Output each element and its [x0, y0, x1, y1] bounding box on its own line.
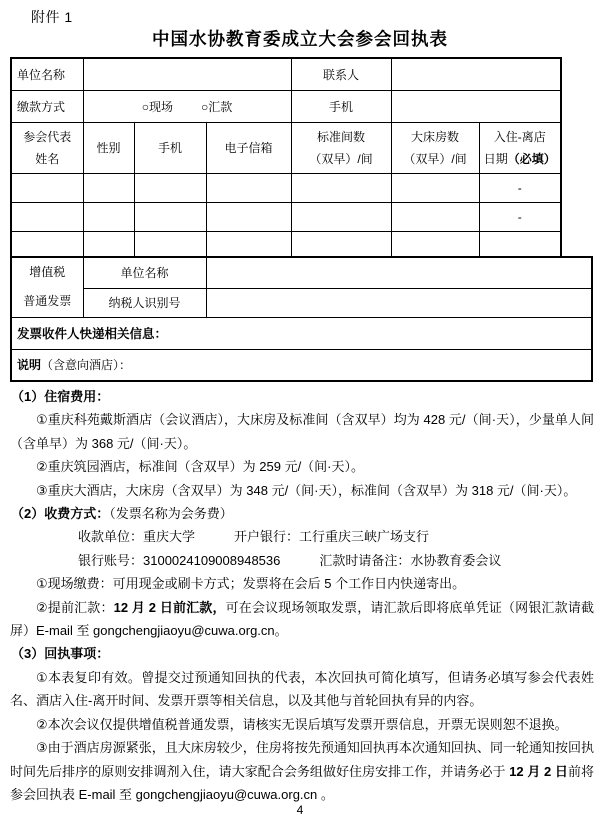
note-hotel-1 [10, 408, 594, 455]
delegate-row [11, 173, 561, 202]
remark-field[interactable]: 说明（含意向酒店）： [11, 349, 592, 381]
attachment-label: 附件 1 [31, 9, 73, 25]
text-run: （2）收费方式： [11, 506, 110, 522]
text-run: ②重庆筑园酒店，标准间（含双早）为 259 元/（间·天）。 [36, 459, 365, 475]
text-run: 12 月 2 日前汇款， [113, 599, 226, 615]
contact-label: 联系人 [291, 58, 391, 90]
delegate-name-input[interactable] [11, 231, 83, 259]
header-stay-dates: 入住-离店 日期（必填） [479, 122, 561, 173]
delegate-stay-input[interactable]: - [479, 202, 561, 231]
text-run: （3）回执事项： [11, 646, 110, 662]
invoice-recipient-row [11, 317, 592, 349]
payment-row [11, 90, 561, 122]
payment-method-label: 缴款方式 [11, 90, 83, 122]
delegate-king-input[interactable] [391, 173, 479, 202]
text-run: 前将参会回执表 E-mail 至 gongchengjiaoyu@cuwa.org.cn 。 [10, 763, 594, 802]
delegate-gender-input[interactable] [83, 231, 134, 259]
mobile-input[interactable] [391, 90, 561, 122]
text-run: ③重庆大酒店，大床房（含双早）为 348 元/（间·天），标准间（含双早）为 318 元/（间·天）。 [36, 482, 577, 498]
delegate-gender-input[interactable] [83, 173, 134, 202]
invoice-recipient-info-field[interactable]: 发票收件人快递相关信息： [11, 317, 592, 349]
notes-section [10, 385, 594, 806]
delegate-std-input[interactable] [291, 231, 391, 259]
delegate-header-row [11, 122, 561, 173]
page-number: 4 [296, 803, 304, 817]
taxpayer-id-label: 纳税人识别号 [83, 288, 206, 317]
invoice-unit-row [11, 257, 592, 288]
delegate-email-input[interactable] [206, 202, 291, 231]
invoice-info-table [10, 256, 593, 382]
note-bank-account-line [10, 549, 594, 572]
header-king-rooms: 大床房数 （双早）/间 [391, 122, 479, 173]
header-email: 电子信箱 [206, 122, 291, 173]
note-hotel-3 [10, 479, 594, 502]
note-payee-line [10, 525, 594, 548]
header-standard-rooms: 标准间数 （双早）/间 [291, 122, 391, 173]
taxpayer-id-input[interactable] [206, 288, 592, 317]
note-advance-remit [10, 596, 594, 643]
delegate-stay-input[interactable]: - [479, 173, 561, 202]
unit-row [11, 58, 561, 90]
text-run: （发票名称为会务费） [109, 506, 233, 522]
payment-option-onsite[interactable]: ○现场 [141, 99, 173, 114]
page-title: 中国水协教育委成立大会参会回执表 [152, 29, 448, 49]
note-onsite-payment [10, 572, 594, 595]
delegate-email-input[interactable] [206, 231, 291, 259]
payment-option-remit[interactable]: ○汇款 [201, 99, 233, 114]
header-mobile: 手机 [134, 122, 206, 173]
delegate-mobile-input[interactable] [134, 231, 206, 259]
text-run: 银行账号：3100024109008948536 汇款时请备注：水协教育委会议 [78, 552, 502, 568]
text-run: 收款单位：重庆大学 开户银行：工行重庆三峡广场支行 [78, 529, 430, 545]
note-heading-accommodation [10, 385, 594, 408]
text-run: ①本表复印有效。曾提交过预通知回执的代表，本次回执可简化填写，但请务必填写参会代表姓名、酒店入住-离开时间、发票开票等相关信息，以及其他与首轮回执有异的内容。 [10, 669, 594, 709]
invoice-unit-name-input[interactable] [206, 257, 592, 288]
delegate-mobile-input[interactable] [134, 173, 206, 202]
delegate-king-input[interactable] [391, 202, 479, 231]
delegate-std-input[interactable] [291, 173, 391, 202]
unit-name-input[interactable] [83, 58, 291, 90]
delegate-gender-input[interactable] [83, 202, 134, 231]
invoice-unit-name-label: 单位名称 [83, 257, 206, 288]
delegate-row [11, 202, 561, 231]
mobile-label: 手机 [291, 90, 391, 122]
delegate-name-input[interactable] [11, 173, 83, 202]
invoice-taxid-row [11, 288, 592, 317]
note-reply-1 [10, 666, 594, 713]
delegate-king-input[interactable] [391, 231, 479, 259]
delegate-name-input[interactable] [11, 202, 83, 231]
note-reply-2 [10, 713, 594, 736]
text-run: ①现场缴费：可用现金或刷卡方式；发票将在会后 5 个工作日内快递寄出。 [36, 576, 466, 592]
header-delegate-name: 参会代表 姓名 [11, 122, 83, 173]
delegate-row [11, 231, 561, 259]
remark-row [11, 349, 592, 381]
reply-form-table [10, 57, 562, 260]
payment-options-cell [83, 90, 291, 122]
note-heading-reply [10, 642, 594, 665]
note-reply-3 [10, 736, 594, 806]
text-run: ②本次会议仅提供增值税普通发票，请核实无误后填写发票开票信息，开票无误则恕不退换。 [36, 716, 568, 732]
delegate-stay-input[interactable] [479, 231, 561, 259]
delegate-mobile-input[interactable] [134, 202, 206, 231]
header-gender: 性别 [83, 122, 134, 173]
text-run: ②提前汇款： [36, 599, 114, 615]
vat-invoice-label: 增值税 普通发票 [11, 257, 83, 317]
unit-name-label: 单位名称 [11, 58, 83, 90]
text-run: ③由于酒店房源紧张，且大床房较少，住房将按先预通知回执再本次通知回执、同一轮通知按回执时间先后排序的原则安排调剂入住，请大家配合会务组做好住房安排工作，并请务必于 [10, 740, 594, 779]
note-heading-payment [10, 502, 594, 525]
delegate-std-input[interactable] [291, 202, 391, 231]
text-run: （1）住宿费用： [11, 389, 110, 404]
text-run: 可在会议现场领取发票，请汇款后即将底单凭证（网银汇款请截屏）E-mail 至 gongchengjiaoyu@cuwa.org.cn。 [10, 599, 594, 639]
text-run: ①重庆科苑戴斯酒店（会议酒店），大床房及标准间（含双早）均为 428 元/（间·天），少量单人间（含单早）为 368 元/（间·天）。 [10, 412, 594, 451]
text-run: 12 月 2 日 [509, 763, 568, 779]
note-hotel-2 [10, 455, 594, 478]
delegate-email-input[interactable] [206, 173, 291, 202]
contact-input[interactable] [391, 58, 561, 90]
